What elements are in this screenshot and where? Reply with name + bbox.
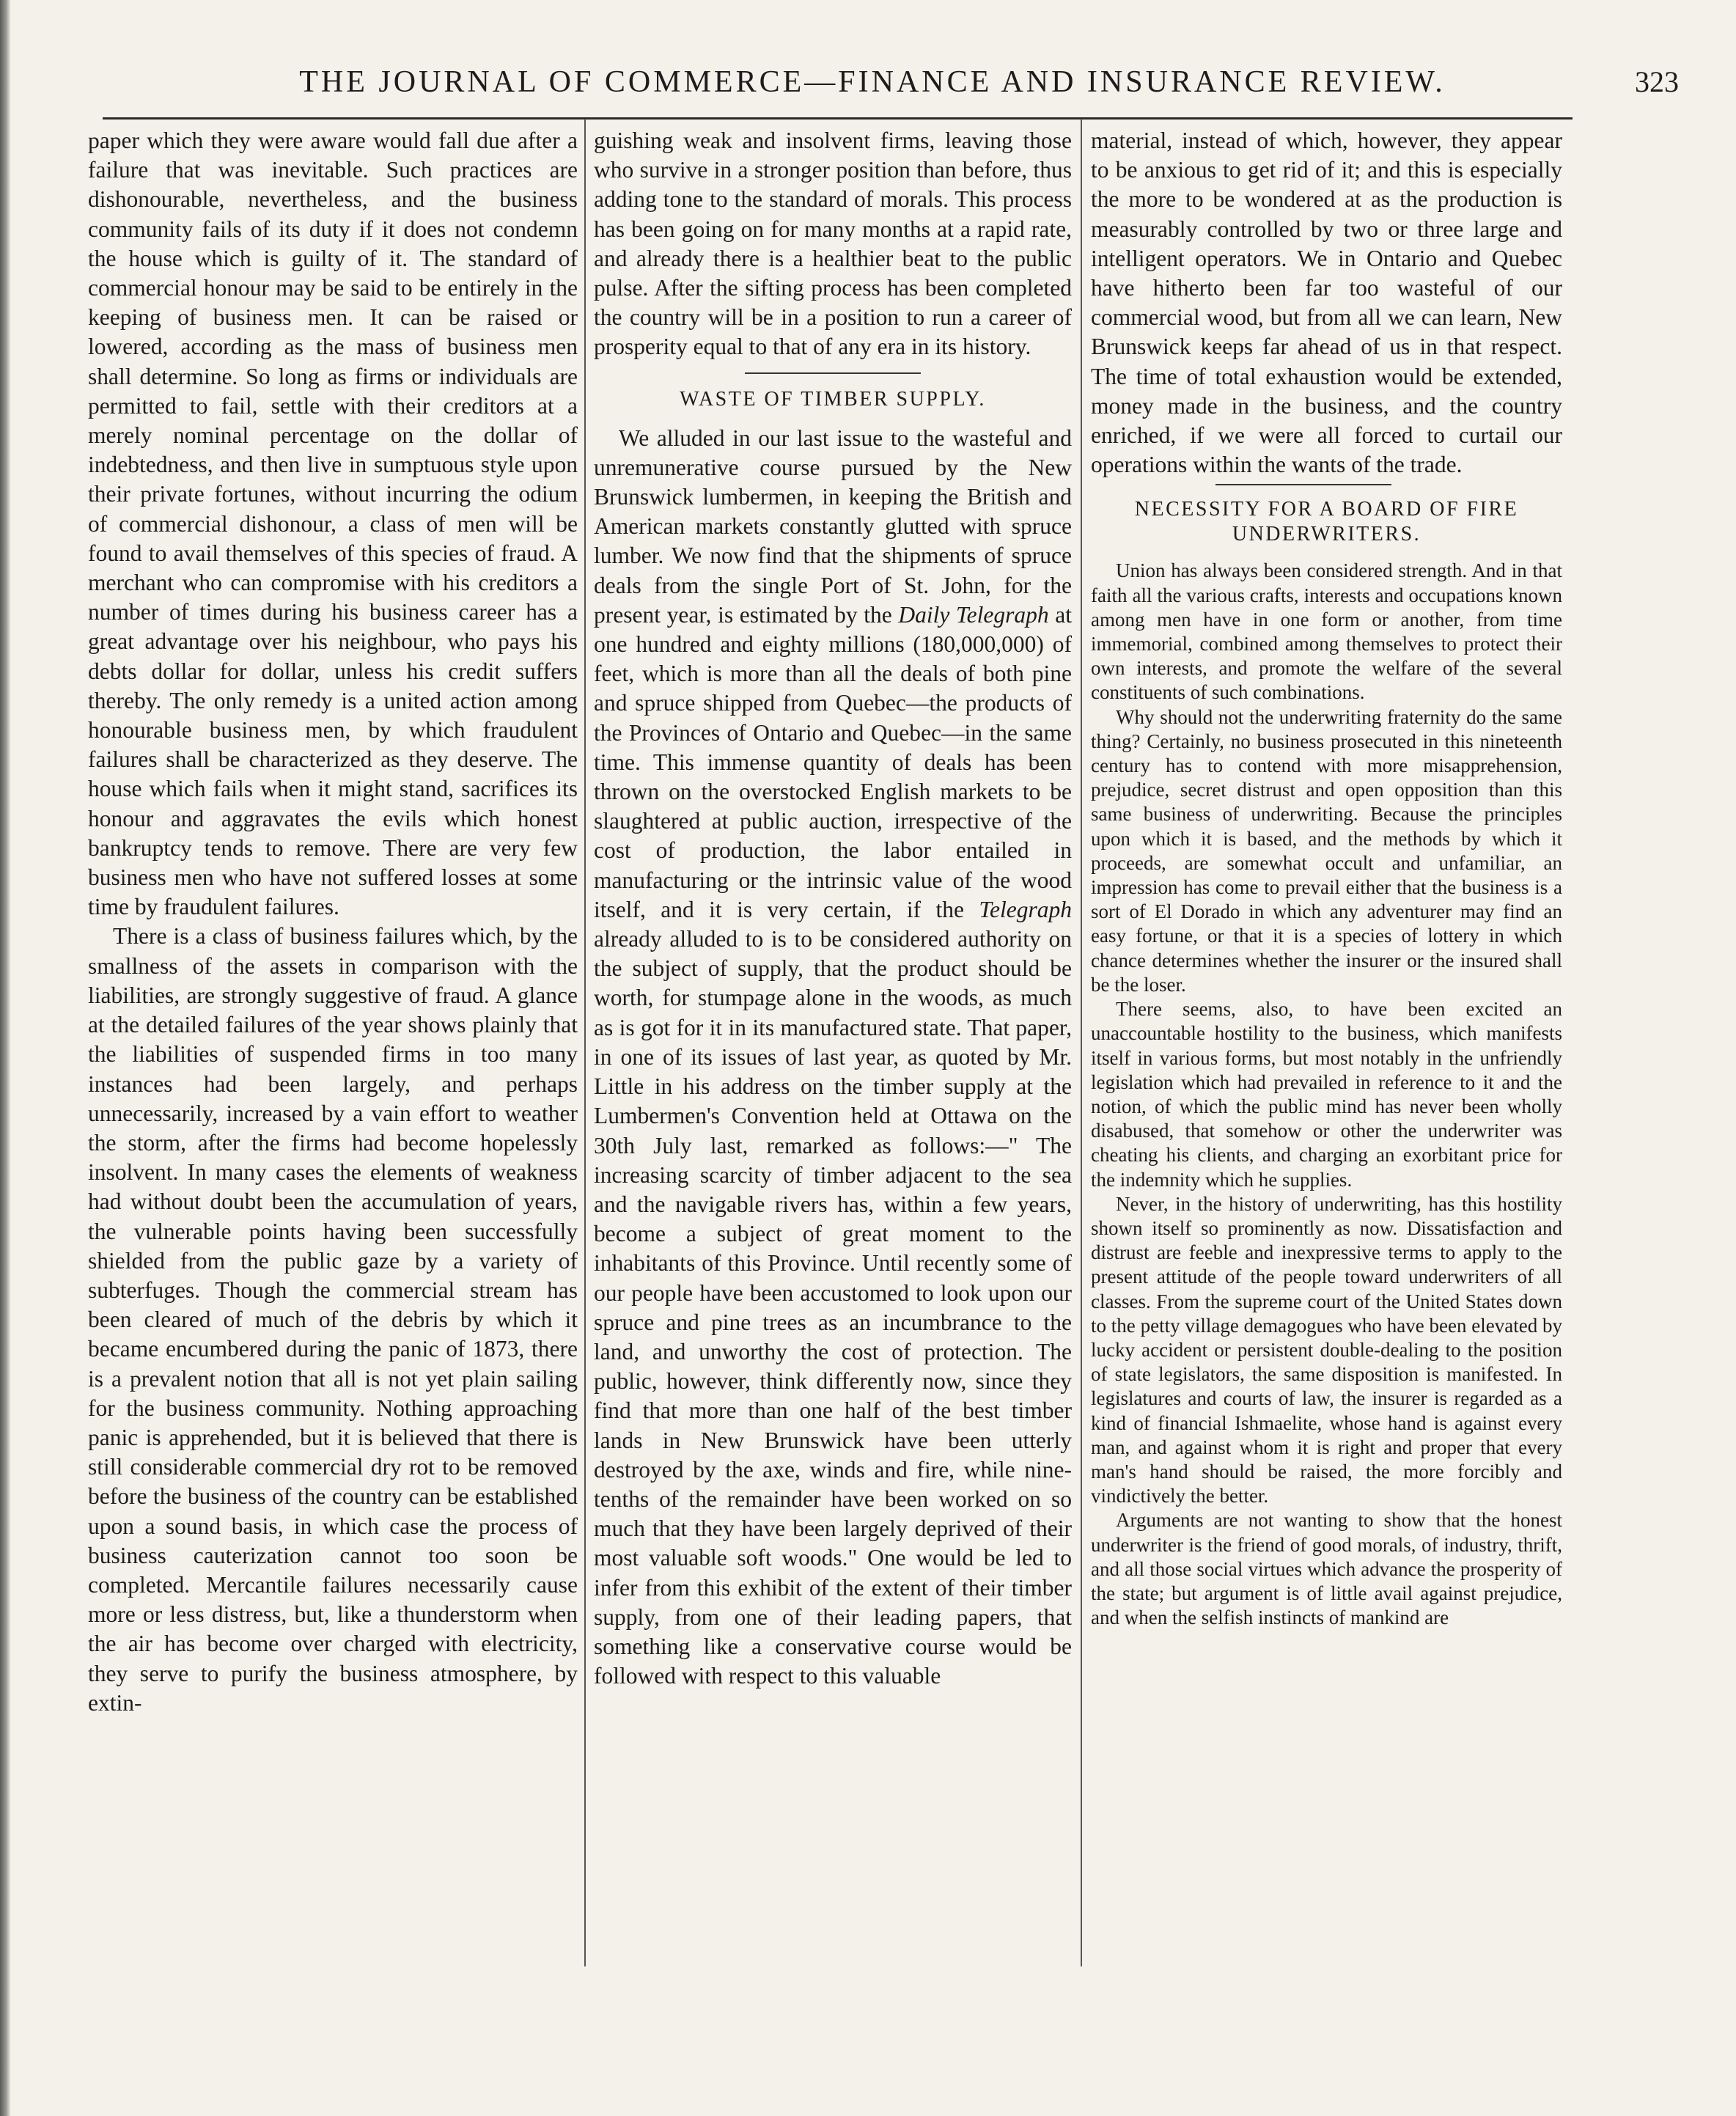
section-heading: NECESSITY FOR A BOARD OF FIRE UNDERWRITERS. — [1134, 498, 1519, 546]
column-divider-1 — [584, 119, 586, 1966]
column-divider-2 — [1081, 119, 1082, 1966]
paragraph: There is a class of business failures which, by the smallness of the assets in comparison with the liabilities, are strongly suggestive of fraud. A glance at the detailed failures of the year shows plainly that the liabilities of suspended firms in too many instances had been largely, and perhaps unnecessarily, increased by a vain effort to weather the storm, after the firms had become hopelessly insolvent. In many cases the elements of weakness had without doubt been the accumulation of years, the vulnerable points having been successfully shielded from the public gaze by a variety of subterfuges. Though the commercial stream has been cleared of much of the debris by which it became encumbered during the panic of 1873, there is a prevalent notion that all is not yet plain sailing for the business community. Nothing approaching panic is apprehended, but it is believed that there is still considerable commercial dry rot to be removed before the business of the country can be established upon a sound basis, in which case the process of business cauterization cannot too soon be completed. Mercantile failures necessarily cause more or less distress, but, like a thunderstorm when the air has become over charged with electricity, they serve to purify the business atmosphere, by extin- — [88, 923, 578, 1716]
section-rule — [1215, 484, 1391, 485]
paragraph-text: already alluded to is to be considered authority on the subject of supply, that the product should be worth, for stumpage alone in the woods, as much as is got for it in its manufactured state. That paper, in one of its issues of last year, as quoted by Mr. Little in his address on the timber supply at the Lumbermen's Convention held at Ottawa on the 30th July last, remarked as follows:—" The increasing scarcity of timber adjacent to the sea and the navigable rivers has, within a few years, become a subject of great moment to the inhabitants of this Province. Until recently some of our people have been accustomed to look upon our spruce and pine trees as an incumbrance to the land, and unworthy the cost of protection. The public, however, think differently now, since they find that more than one half of the best timber lands in New Brunswick have been utterly destroyed by the axe, winds and fire, while nine-tenths of the remainder have been worked on so much that they have been largely deprived of their most valuable soft woods." One would be led to infer from this exhibit of the extent of their timber supply, from one of their leading papers, that something like a conservative course would be followed with respect to this valuable — [594, 926, 1072, 1689]
column-3 — [1091, 126, 1562, 1974]
paragraph: Arguments are not wanting to show that the honest underwriter is the friend of good morals, of industry, thrift, and all those social virtues which advance the prosperity of the state; but argument is of little avail against prejudice, and when the selfish instincts of mankind are — [1091, 1509, 1562, 1629]
paragraph: Union has always been considered strength. And in that faith all the various crafts, interests and occupations known among men have in one form or another, from time immemorial, combined among themselves to protect their own interests, and promote the welfare of the several constituents of such combinations. — [1091, 559, 1562, 704]
journal-title: THE JOURNAL OF COMMERCE—FINANCE AND INSURANCE REVIEW. — [299, 65, 1446, 99]
paragraph: guishing weak and insolvent firms, leaving those who survive in a stronger position than before, thus adding tone to the standard of morals. This process has been going on for many months at a rapid rate, and already there is a healthier beat to the public pulse. After the sifting process has been completed the country will be in a position to run a career of prosperity equal to that of any era in its history. — [594, 128, 1072, 360]
italic-title: Telegraph — [979, 896, 1072, 922]
paragraph: material, instead of which, however, they appear to be anxious to get rid of it; and this is especially the more to be wondered at as the production is measurably controlled by two or three large and intelligent operators. We in Ontario and Quebec have hitherto been far too wasteful of our commercial wood, but from all we can learn, New Brunswick keeps far ahead of us in that respect. The time of total exhaustion would be extended, money made in the business, and the country enriched, if we were all forced to curtail our operations within the wants of the trade. — [1091, 128, 1562, 478]
page-header — [110, 65, 1679, 109]
section-heading: WASTE OF TIMBER SUPPLY. — [680, 387, 986, 411]
section-rule — [745, 372, 921, 374]
paragraph: paper which they were aware would fall due after a failure that was inevitable. Such practices are dishonourable, nevertheless, and the business community fails of its duty if it does not condemn the house which is guilty of it. The standard of commercial honour may be said to be entirely in the keeping of business men. It can be raised or lowered, according as the mass of business men shall determine. So long as firms or individuals are permitted to fail, settle with their creditors at a merely nominal percentage on the dollar of indebtedness, and then live in sumptuous style upon their private fortunes, without incurring the odium of commercial dishonour, a class of men will be found to avail themselves of this species of fraud. A merchant who can compromise with his creditors a number of times during his business career has a great advantage over his neighbour, who pays his debts dollar for dollar, unless his credit suffers thereby. The only remedy is a united action among honourable business men, by which fraudulent failures shall be characterized as they deserve. The house which fails when it might stand, sacrifices its honour and aggravates the evils which honest bankruptcy tends to remove. There are very few business men who have not suffered losses at some time by fraudulent failures. — [88, 128, 578, 920]
paragraph-text: We alluded in our last issue to the wasteful and unremunerative course pursued by the New Brunswick lumbermen, in keeping the British and American markets constantly glutted with spruce lumber. We now find that the shipments of spruce deals from the single Port of St. John, for the present year, is estimated by the — [594, 425, 1072, 628]
italic-title: Daily Telegraph — [898, 601, 1049, 628]
column-2 — [594, 126, 1072, 1974]
article-body — [1091, 559, 1562, 1630]
column-1 — [88, 126, 578, 1974]
paragraph: Never, in the history of underwriting, has this hostility shown itself so prominently as now. Dissatisfaction and distrust are feeble and inexpressive terms to apply to the present attitude of the people toward underwriters of all classes. From the supreme court of the United States down to the petty village demagogues who have been elevated by lucky accident or persistent double-dealing to the position of state legislators, the same disposition is manifested. In legislatures and courts of law, the insurer is regarded as a kind of financial Ishmaelite, whose hand is against every man, and against whom it is right and proper that every man's hand should be raised, the more forcibly and vindictively the better. — [1091, 1192, 1562, 1507]
page-binding-edge — [0, 0, 10, 2116]
header-rule — [103, 117, 1573, 120]
paragraph: Why should not the underwriting fraternity do the same thing? Certainly, no business prosecuted in this nineteenth century has to contend with more misapprehension, prejudice, secret distrust and open opposition than this same business of underwriting. Because the principles upon which it is based, and the methods by which it proceeds, are somewhat occult and unfamiliar, an impression has come to prevail either that the business is a sort of El Dorado in which any adventurer may find an easy fortune, or that it is a species of lottery in which chance determines whether the insurer or the insured shall be the loser. — [1091, 705, 1562, 996]
paragraph-text: at one hundred and eighty millions (180,000,000) of feet, which is more than all the deals of both pine and spruce shipped from Quebec—the products of the Provinces of Ontario and Quebec—in the same time. This immense quantity of deals has been thrown on the overstocked English markets to be slaughtered at public auction, irrespective of the cost of production, the labor entailed in manufacturing or the intrinsic value of the wood itself, and it is very certain, if the — [594, 601, 1072, 922]
paragraph — [594, 424, 1072, 1691]
page-number: 323 — [1635, 65, 1679, 98]
paragraph: There seems, also, to have been excited an unaccountable hostility to the business, which manifests itself in various forms, but most notably in the unfriendly legislation which had prevailed in reference to it and the notion, of which the public mind has never been wholly disabused, that somehow or other the underwriter was cheating his clients, and charging an exorbitant price for the indemnity which he supplies. — [1091, 998, 1562, 1191]
